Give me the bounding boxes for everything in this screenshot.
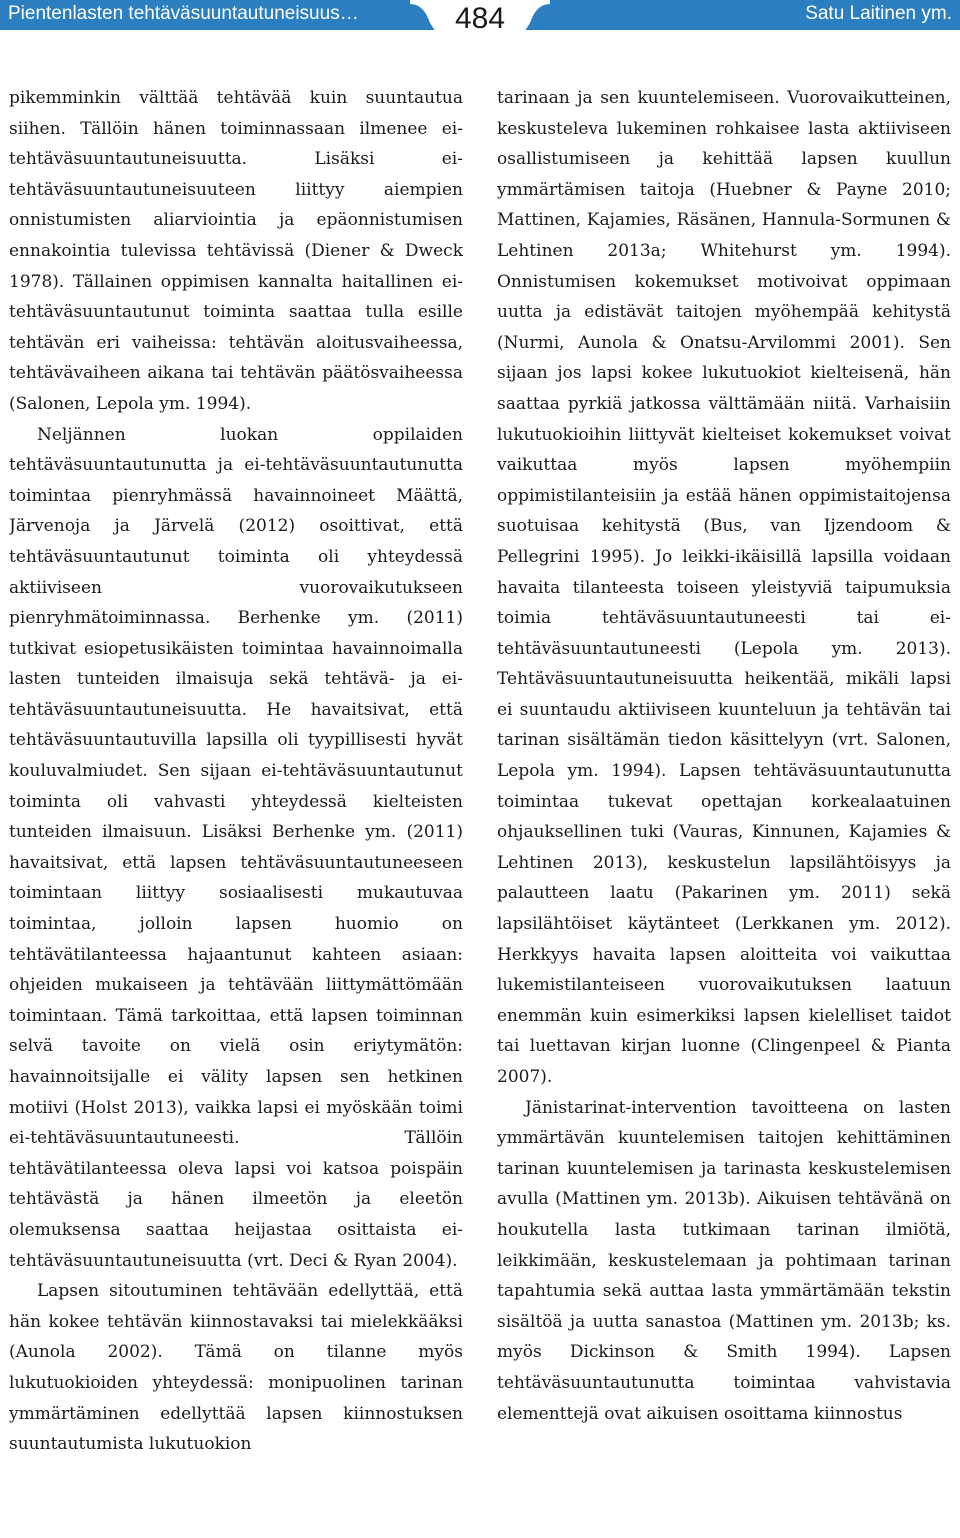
left-column xyxy=(9,83,463,1533)
right-column xyxy=(497,83,951,1533)
page-number-tab xyxy=(410,0,550,42)
running-authors: Satu Laitinen ym. xyxy=(805,3,952,24)
paragraph: pikemminkin välttää tehtävää kuin suuntautua siihen. Tällöin hänen toiminnassaan ilmenee ei-tehtäväsuuntautuneisuutta. Lisäksi ei-tehtäväsuuntautuneisuuteen liittyy aiempien onnistumisten aliarviointia ja epäonnistumisen ennakointia tulevissa tehtävissä (Diener & Dweck 1978). Tällainen oppimisen kannalta haitallinen ei-tehtäväsuuntautunut toiminta saattaa tulla esille tehtävän eri vaiheissa: tehtävän aloitusvaiheessa, tehtävävaiheen aikana tai tehtävän päätösvaiheessa (Salonen, Lepola ym. 1994). xyxy=(9,88,463,414)
paragraph: Lapsen sitoutuminen tehtävään edellyttää, että hän kokee tehtävän kiinnostavaksi tai mielekkääksi (Aunola 2002). Tämä on tilanne myös lukutuokioiden yhteydessä: monipuolinen tarinan ymmärtäminen edellyttää lapsen kiinnostuksen suuntautumista lukutuokion xyxy=(9,1281,463,1455)
paragraph: tarinaan ja sen kuuntelemiseen. Vuorovaikutteinen, keskusteleva lukeminen rohkaisee lasta aktiiviseen osallistumiseen ja kehittää lapsen kuullun ymmärtämisen taitoja (Huebner & Payne 2010; Mattinen, Kajamies, Räsänen, Hannula-Sormunen & Lehtinen 2013a; Whitehurst ym. 1994). Onnistumisen kokemukset motivoivat oppimaan uutta ja edistävät taitojen myöhempää kehitystä (Nurmi, Aunola & Onatsu-Arvilommi 2001). Sen sijaan jos lapsi kokee lukutuokiot kielteisenä, hän saattaa pyrkiä jatkossa välttämään niitä. Varhaisiin lukutuokioihin liittyvät kielteiset kokemukset voivat vaikuttaa myös lapsen myöhempiin oppimistilanteisiin ja estää hänen oppimistaitojensa suotuisaa kehitystä (Bus, van Ijzendoom & Pellegrini 1995). Jo leikki-ikäisillä lapsilla voidaan havaita tilanteesta toiseen yleistyviä taipumuksia toimia tehtäväsuuntautuneesti tai ei-tehtäväsuuntautuneesti (Lepola ym. 2013). Tehtäväsuuntautuneisuutta heikentää, mikäli lapsi ei suuntaudu aktiiviseen kuunteluun ja tehtävän tai tarinan sisältämän tiedon käsittelyyn (vrt. Salonen, Lepola ym. 1994). Lapsen tehtäväsuuntautunutta toimintaa tukevat opettajan korkealaatuinen ohjauksellinen tuki (Vauras, Kinnunen, Kajamies & Lehtinen 2013), keskustelun lapsilähtöisyys ja palautteen laatu (Pakarinen ym. 2011) sekä lapsilähtöiset käytänteet (Lerkkanen ym. 2012). Herkkyys havaita lapsen aloitteita voi vaikuttaa lukemistilanteiseen vuorovaikutuksen laatuun enemmän kuin esimerkiksi lapsen kielelliset taidot tai luettavan kirjan luonne (Clingenpeel & Pianta 2007). xyxy=(497,88,951,1087)
running-title: Pientenlasten tehtäväsuuntautuneisuus… xyxy=(8,3,359,24)
paragraph: Jänistarinat-intervention tavoitteena on lasten ymmärtävän kuuntelemisen taitojen kehittäminen tarinan kuuntelemisen ja tarinasta keskustelemisen avulla (Mattinen ym. 2013b). Aikuisen tehtävänä on houkutella lasta tutkimaan tarinan ilmiötä, leikkimään, keskustelemaan ja pohtimaan tarinan tapahtumia sekä auttaa lasta ymmärtämään tekstin sisältöä ja uutta sanastoa (Mattinen ym. 2013b; ks. myös Dickinson & Smith 1994). Lapsen tehtäväsuuntautunutta toimintaa vahvistavia elementtejä ovat aikuisen osoittama kiinnostus xyxy=(497,1097,951,1424)
page-header xyxy=(0,0,960,44)
paragraph: Neljännen luokan oppilaiden tehtäväsuuntautunutta ja ei-tehtäväsuuntautunutta toimintaa pienryhmässä havainnoineet Määttä, Järvenoja ja Järvelä (2012) osoittivat, että tehtäväsuuntautunut toiminta oli yhteydessä aktiiviseen vuorovaikutukseen pienryhmätoiminnassa. Berhenke ym. (2011) tutkivat esiopetusikäisten toimintaa havainnoimalla lasten tunteiden ilmaisuja sekä tehtävä- ja ei-tehtäväsuuntautuneisuutta. He havaitsivat, että tehtäväsuuntautuvilla lapsilla oli tyypillisesti hyvät kouluvalmiudet. Sen sijaan ei-tehtäväsuuntautunut toiminta oli vahvasti yhteydessä kielteisten tunteiden ilmaisuun. Lisäksi Berhenke ym. (2011) havaitsivat, että lapsen tehtäväsuuntautuneeseen toimintaan liittyy sosiaalisesti mukautuvaa toimintaa, jolloin lapsen huomio on tehtävätilanteessa hajaantunut kahteen asiaan: ohjeiden mukaiseen ja tehtävään liittymättömään toimintaan. Tämä tarkoittaa, että lapsen toiminnan selvä tavoite on vielä osin eriytymätön: havainnoitsijalle ei välity lapsen sen hetkinen motiivi (Holst 2013), vaikka lapsi ei myöskään toimi ei-tehtäväsuuntautuneesti. Tällöin tehtävätilanteessa oleva lapsi voi katsoa poispäin tehtävästä ja hänen ilmeetön ja eleetön olemuksensa saattaa heijastaa osittaista ei-tehtäväsuuntautuneisuutta (vrt. Deci & Ryan 2004). xyxy=(9,424,463,1271)
page-number: 484 xyxy=(454,2,506,35)
